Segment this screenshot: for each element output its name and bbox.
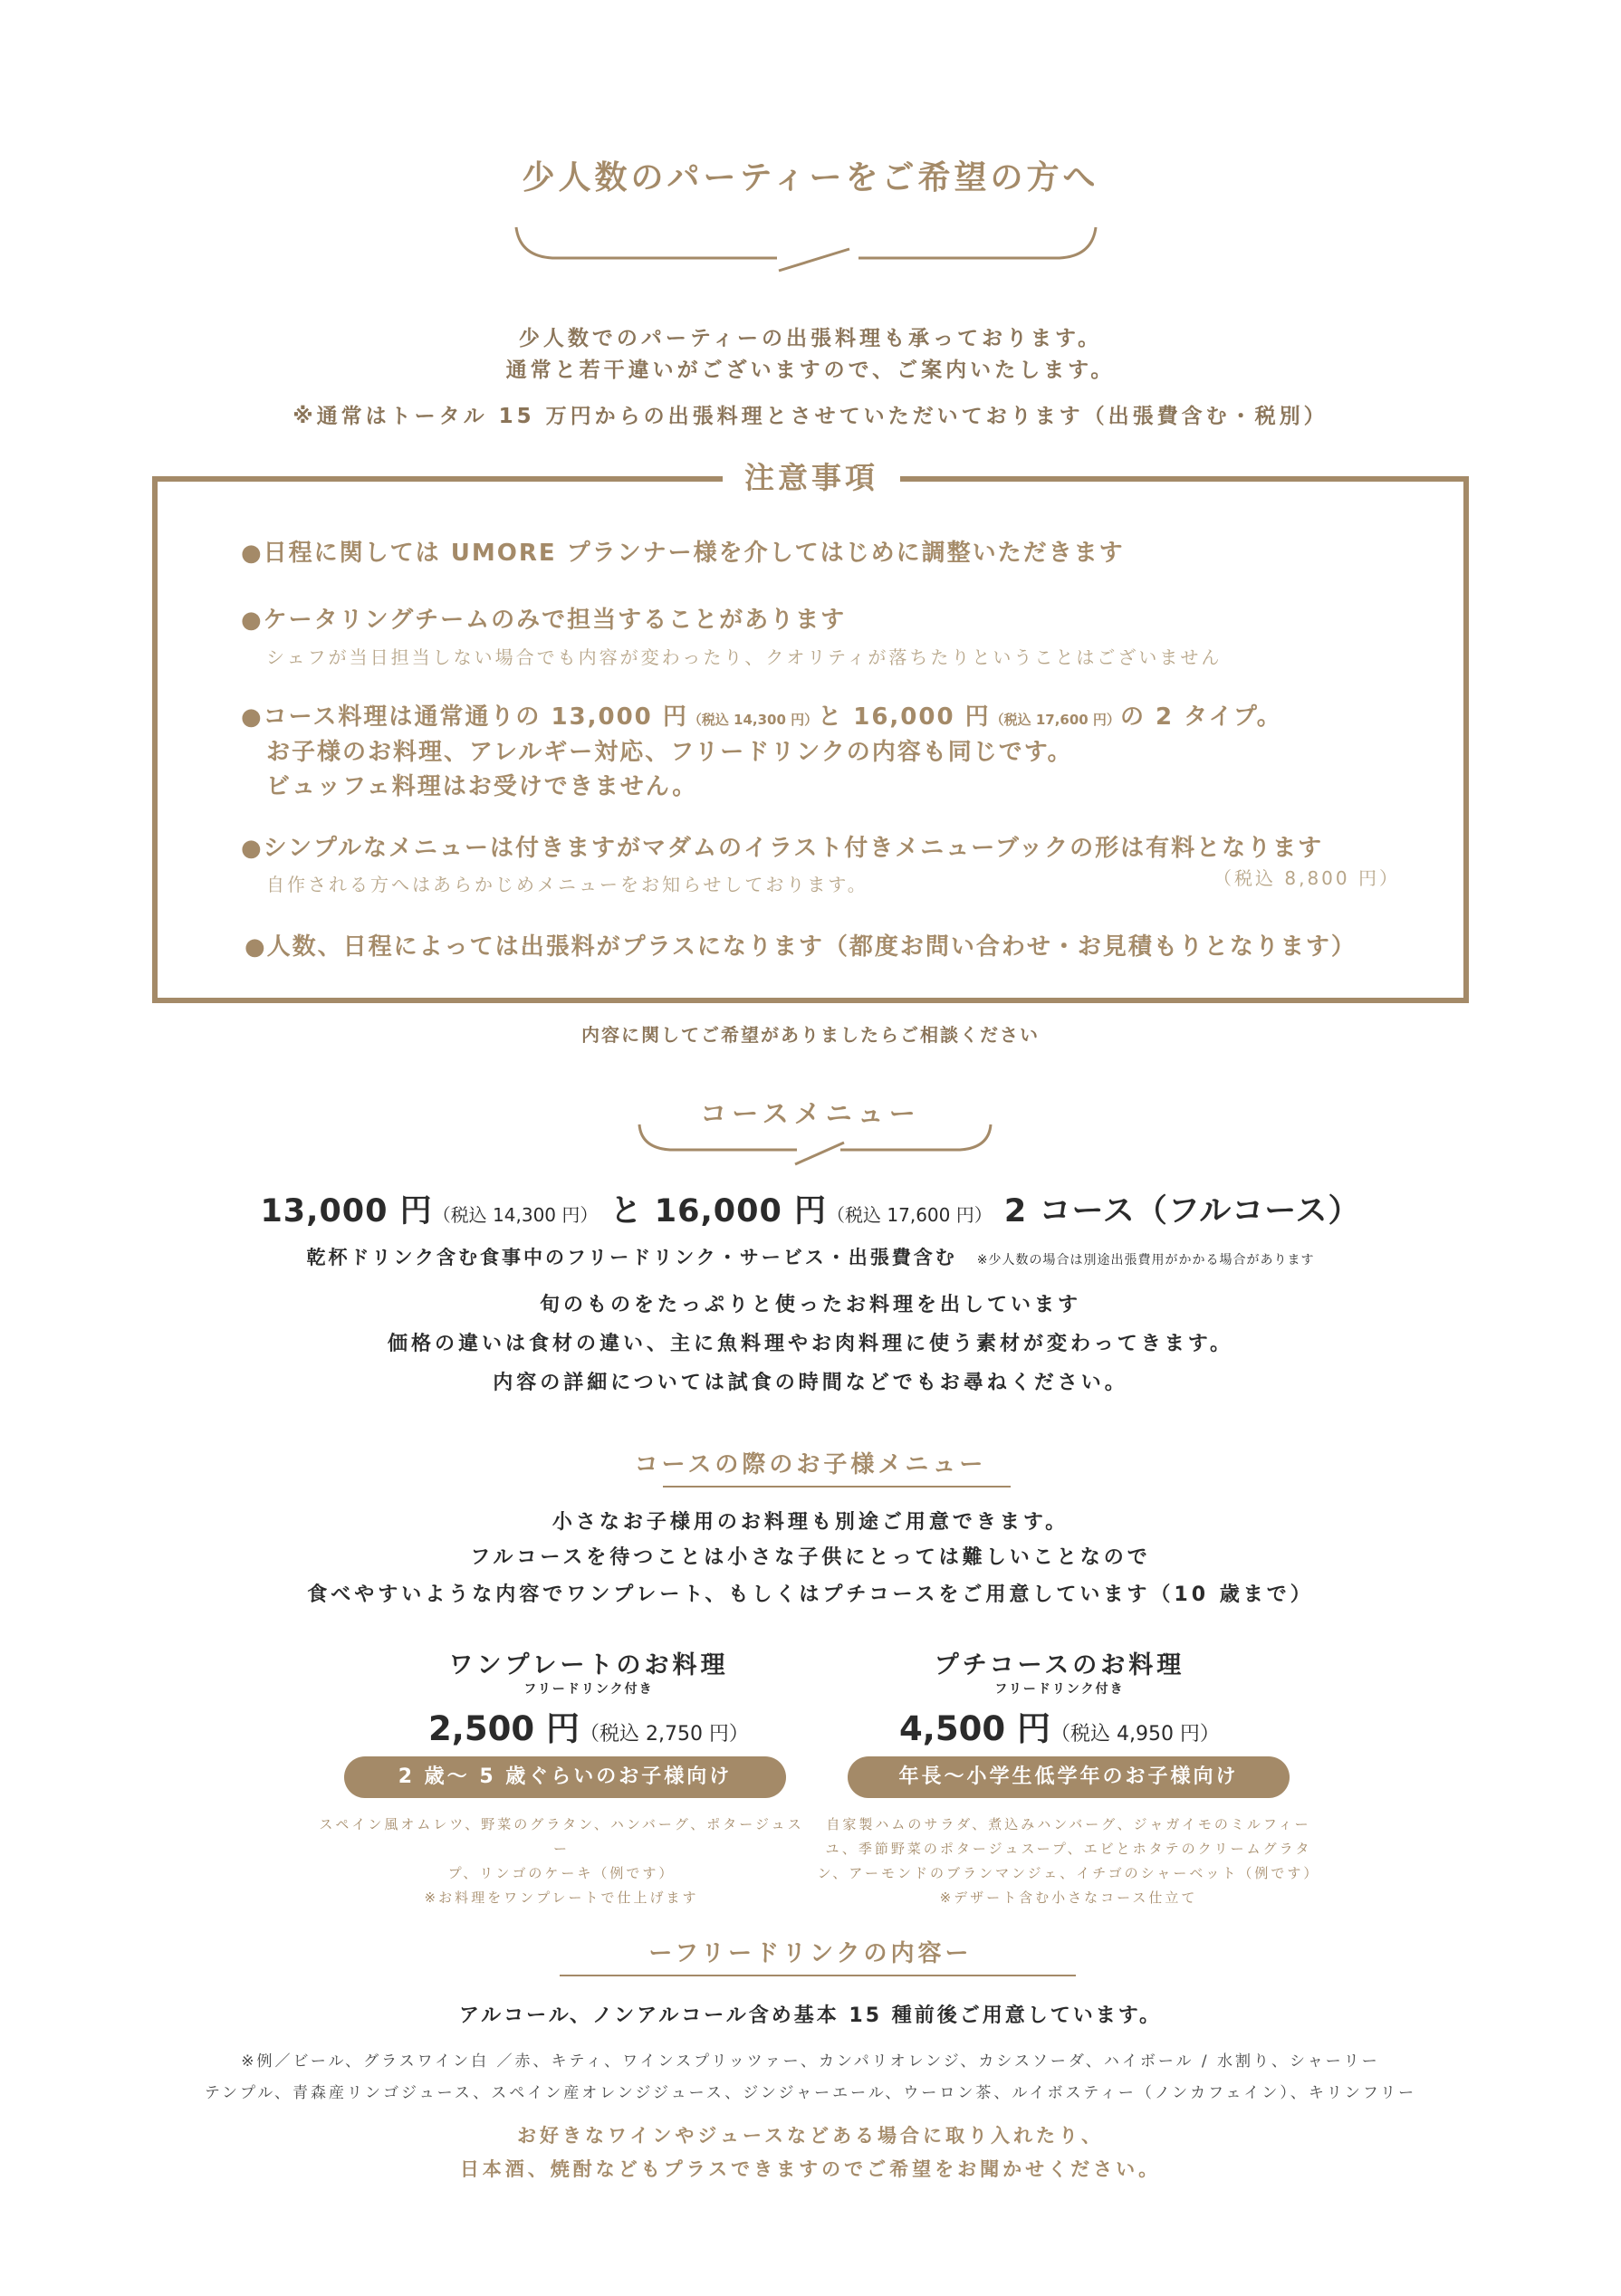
note-sub: 自作される方へはあらかじめメニューをお知らせしております。 [266, 874, 868, 895]
note-price: （税込 8,800 円） [1213, 867, 1400, 889]
course-ornament [634, 1121, 996, 1172]
one-plate-free: フリードリンク付き [523, 1682, 654, 1697]
desc-line: ※デザート含む小さなコース仕立て [939, 1889, 1198, 1906]
intro-line: 通常と若干違いがございますので、ご案内いたします。 [505, 359, 1116, 382]
consult-text: 内容に関してご希望がありましたらご相談ください [581, 1024, 1040, 1046]
drink-note: ※少人数の場合は別途出張費用がかかる場合があります [976, 1253, 1315, 1268]
desc-line: スペイン風オムレツ、野菜のグラタン、ハンバーグ、ポタージュスー [319, 1816, 804, 1857]
free-drink-underline [560, 1975, 1076, 1976]
course-drink-line [0, 1243, 1621, 1270]
course-title: コースメニュー [700, 1098, 921, 1129]
note-sub: シェフが当日担当しない場合でも内容が変わったり、クオリティが落ちたりということはございません [266, 646, 1223, 668]
price-and: と [609, 1193, 643, 1229]
note-item: ●日程に関しては UMORE プランナー様を介してはじめに調整いただきます [241, 540, 1125, 567]
petit-target: 年長～小学生低学年のお子様向け [848, 1756, 1290, 1798]
price: 4,500 円 [899, 1709, 1050, 1748]
intro-note: ※通常はトータル 15 万円からの出張料理とさせていただいております（出張費含む・税別） [293, 405, 1328, 428]
petit-desc [815, 1813, 1322, 1910]
free-drink-title: ーフリードリンクの内容ー [648, 1940, 973, 1967]
price-tax: （税込 4,950 円） [1050, 1723, 1220, 1746]
note-tax: （税込 17,600 円） [990, 712, 1120, 728]
petit-free: フリードリンク付き [994, 1682, 1125, 1697]
desc-line: ※お料理をワンプレートで仕上げます [424, 1889, 699, 1906]
notes-title: 注意事項 [723, 454, 900, 497]
one-plate-price [344, 1701, 833, 1750]
one-plate-title: ワンプレートのお料理 [448, 1651, 729, 1679]
kids-title-underline [663, 1486, 1011, 1488]
note-item [241, 698, 1282, 732]
free-drink-main: アルコール、ノンアルコール含め基本 15 種前後ご用意しています。 [459, 2004, 1162, 2027]
free-drink-list: テンプル、青森産リンゴジュース、スペイン産オレンジジュース、ジンジャーエール、ウーロン茶、ルイボスティー（ノンカフェイン）、キリンフリー [204, 2084, 1417, 2102]
desc-line: ン、アーモンドのブランマンジェ、イチゴのシャーベット（例です） [817, 1865, 1320, 1881]
desc-line: ユ、季節野菜のポタージュスープ、エビとホタテのクリームグラタ [825, 1841, 1312, 1857]
price: 2,500 円 [428, 1709, 580, 1748]
course-count: 2 コース（フルコース） [1003, 1193, 1361, 1229]
course-body: 価格の違いは食材の違い、主に魚料理やお肉料理に使う素材が変わってきます。 [387, 1333, 1234, 1355]
desc-line: プ、リンゴのケーキ（例です） [447, 1865, 676, 1881]
price-tax: （税込 14,300 円） [432, 1204, 599, 1226]
free-drink-list: ※例／ビール、グラスワイン白 ／赤、キティ、ワインスプリッツァー、カンパリオレンジ、カシスソーダ、ハイボール / 水割り、シャーリー [241, 2052, 1380, 2071]
kids-intro: フルコースを待つことは小さな子供にとっては難しいことなので [470, 1546, 1151, 1569]
price: 16,000 円 [654, 1193, 828, 1229]
kids-title: コースの際のお子様メニュー [634, 1451, 987, 1478]
small-party-title: 少人数のパーティーをご希望の方へ [522, 159, 1099, 196]
note-text: ●コース料理は通常通りの 13,000 円 [241, 703, 688, 731]
note-item: ●ケータリングチームのみで担当することがあります [241, 607, 847, 634]
course-body: 旬のものをたっぷりと使ったお料理を出しています [539, 1294, 1081, 1316]
petit-price [815, 1701, 1304, 1750]
note-text: と 16,000 円 [818, 703, 991, 731]
course-price-line [0, 1186, 1621, 1231]
note-line: ビュッフェ料理はお受けできません。 [266, 773, 698, 800]
kids-intro: 食べやすいような内容でワンプレート、もしくはプチコースをご用意しています（10 歳まで） [307, 1583, 1314, 1606]
note-item: ●人数、日程によっては出張料がプラスになります（都度お問い合わせ・お見積もりとなります） [245, 933, 1357, 961]
kids-intro: 小さなお子様用のお料理も別途ご用意できます。 [552, 1511, 1069, 1534]
petit-title: プチコースのお料理 [934, 1651, 1185, 1679]
price-tax: （税込 17,600 円） [827, 1204, 993, 1226]
note-item: ●シンプルなメニューは付きますがマダムのイラスト付きメニューブックの形は有料となります [241, 835, 1324, 862]
free-drink-closing: 日本酒、焼酎などもプラスできますのでご希望をお聞かせください。 [459, 2158, 1162, 2180]
one-plate-target: 2 歳～ 5 歳ぐらいのお子様向け [344, 1756, 786, 1798]
price: 13,000 円 [260, 1193, 433, 1229]
free-drink-closing: お好きなワインやジュースなどある場合に取り入れたり、 [517, 2125, 1104, 2147]
desc-line: 自家製ハムのサラダ、煮込みハンバーグ、ジャガイモのミルフィー [826, 1816, 1311, 1832]
note-line: お子様のお料理、アレルギー対応、フリードリンクの内容も同じです。 [266, 739, 1073, 766]
course-body: 内容の詳細については試食の時間などでもお尋ねください。 [493, 1372, 1128, 1394]
intro-line: 少人数でのパーティーの出張料理も承っております。 [518, 327, 1103, 350]
note-text: の 2 タイプ。 [1119, 703, 1282, 731]
drink-text: 乾杯ドリンク含む食事中のフリードリンク・サービス・出張費含む [306, 1247, 957, 1268]
note-tax: （税込 14,300 円） [687, 712, 819, 728]
title-ornament [507, 222, 1105, 276]
price-tax: （税込 2,750 円） [579, 1723, 749, 1746]
one-plate-desc [317, 1813, 806, 1910]
